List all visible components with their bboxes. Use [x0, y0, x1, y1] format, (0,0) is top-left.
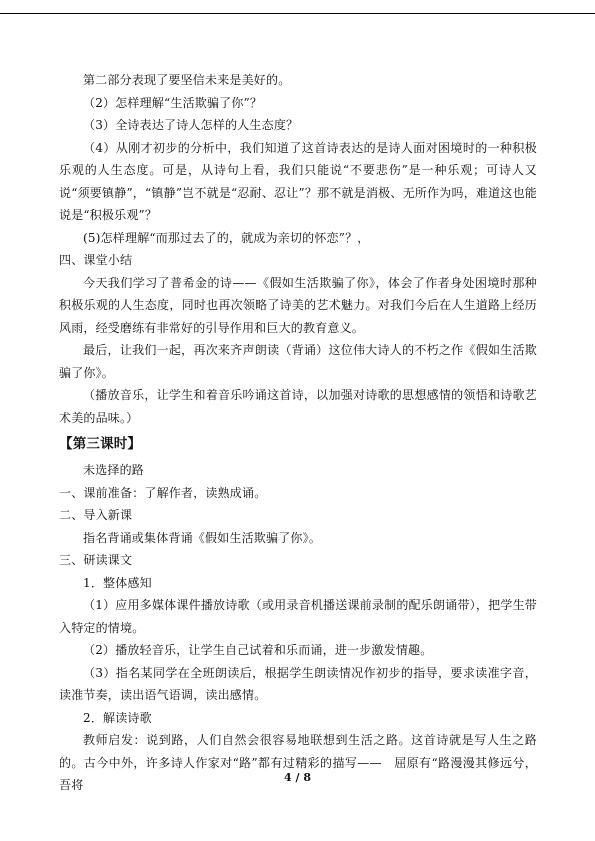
list-item: （3）指名某同学在全班朗读后，根据学生朗读情况作初步的指导，要求读准字音，读准节奏，读出语气语调，读出感情。: [59, 665, 537, 702]
section-title: 一、课前准备：了解作者，读熟成诵。: [59, 485, 267, 500]
paragraph: 最后，让我们一起，再次来齐声朗读（背诵）这位伟大诗人的不朽之作《假如生活欺骗了你》。: [59, 343, 537, 380]
question-item: (5)怎样理解“而那过去了的，就成为亲切的怀恋”？，: [83, 230, 370, 245]
header-rule: [0, 13, 595, 14]
document-body: [59, 69, 537, 797]
subsection-title: 2．解读诗歌: [83, 710, 152, 725]
paragraph: 今天我们学习了普希金的诗——《假如生活欺骗了你》，体会了作者身处困境时那种积极乐观的人生态度，同时也再次领略了诗美的艺术魅力。对我们今后在人生道路上经历风雨，经受磨练有非常好的引导作用和巨大的教育意义。: [59, 275, 537, 335]
paragraph: 第二部分表现了要坚信未来是美好的。: [83, 73, 291, 87]
paragraph: （播放音乐，让学生和着音乐吟诵这首诗，以加强对诗歌的思想感情的领悟和诗歌艺术美的品味。）: [59, 388, 537, 425]
lesson-heading: 【第三课时】: [59, 436, 142, 452]
question-item: （4）从刚才初步的分析中，我们知道了这首诗表达的是诗人面对困境时的一种积极乐观的人生态度。可是，从诗句上看，我们只能说“不要悲伤”是一种乐观；可诗人又说“须要镇静”，“镇静”岂不就是“忍耐、忍让”？那不就是消极、无所作为吗，难道这也能说是“积极乐观”？: [59, 140, 537, 222]
question-item: （2）怎样理解“生活欺骗了你”？: [83, 95, 263, 110]
paragraph: 指名背诵或集体背诵《假如生活欺骗了你》。: [83, 530, 322, 545]
section-title: 二、导入新课: [59, 508, 133, 522]
list-item: （1）应用多媒体课件播放诗歌（或用录音机播送课前录制的配乐朗诵带），把学生带入特定的情境。: [59, 598, 537, 635]
section-title: 四、课堂小结: [59, 253, 133, 267]
page-number: 4 / 8: [284, 771, 311, 784]
section-title: 三、研读课文: [59, 553, 133, 567]
subsection-title: 1．整体感知: [83, 575, 152, 590]
question-item: （3）全诗表达了诗人怎样的人生态度？: [83, 118, 299, 132]
paragraph: 教师启发：说到路，人们自然会很容易地联想到生活之路。这首诗就是写人生之路的。古今中外，许多诗人作家对“路”都有过精彩的描写—— 屈原有“路漫漫其修远兮，吾将: [59, 733, 537, 792]
list-item: （2）播放轻音乐，让学生自己试着和乐而诵，进一步激发情趣。: [83, 643, 433, 657]
lesson-subtitle: 未选择的路: [83, 463, 145, 477]
